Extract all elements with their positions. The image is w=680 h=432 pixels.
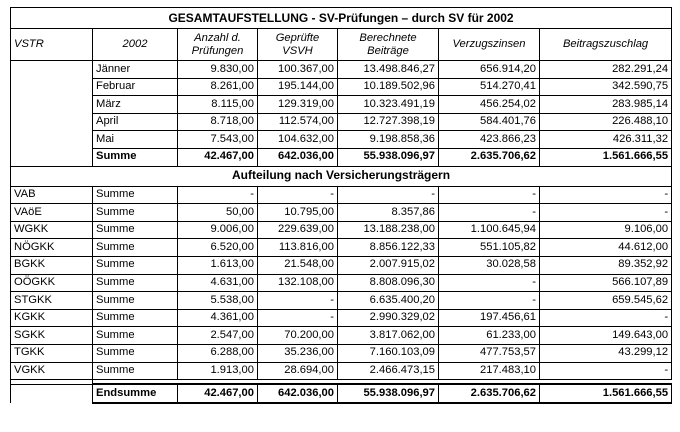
summe-label: Summe [93, 148, 178, 166]
cell-beitraege: 7.160.103,09 [338, 344, 439, 362]
month-row [11, 113, 672, 131]
carrier-row [11, 292, 672, 310]
cell-vsvh: 70.200,00 [258, 327, 338, 345]
carrier-name: VGKK [11, 362, 93, 380]
cell-zinsen: 197.456,61 [439, 309, 540, 327]
cell-beitraege: 10.189.502,96 [338, 78, 439, 96]
cell-beitraege: 13.498.846,27 [338, 61, 439, 79]
cell-anzahl: 42.467,00 [178, 148, 258, 166]
carrier-row [11, 362, 672, 380]
cell-zuschlag: - [540, 362, 672, 380]
cell-beitraege: 8.808.096,30 [338, 274, 439, 292]
carrier-label: Summe [93, 221, 178, 239]
carrier-label: Summe [93, 204, 178, 222]
cell-zuschlag: 566.107,89 [540, 274, 672, 292]
carrier-label: Summe [93, 256, 178, 274]
cell-anzahl: 8.718,00 [178, 113, 258, 131]
table-title: GESAMTAUFSTELLUNG - SV-Prüfungen – durch SV für 2002 [11, 8, 672, 29]
cell-zinsen: - [439, 204, 540, 222]
cell-anzahl: - [178, 186, 258, 204]
cell-zuschlag: 659.545,62 [540, 292, 672, 310]
month-label: März [93, 96, 178, 114]
cell-zinsen: 656.914,20 [439, 61, 540, 79]
cell-zinsen: 1.100.645,94 [439, 221, 540, 239]
carrier-name: KGKK [11, 309, 93, 327]
cell-anzahl: 8.261,00 [178, 78, 258, 96]
carrier-label: Summe [93, 292, 178, 310]
header-anzahl: Anzahl d. Prüfungen [178, 29, 258, 61]
header-zinsen: Verzugszinsen [439, 29, 540, 61]
cell-anzahl: 50,00 [178, 204, 258, 222]
cell-anzahl: 9.830,00 [178, 61, 258, 79]
month-label: April [93, 113, 178, 131]
cell-beitraege: 2.466.473,15 [338, 362, 439, 380]
month-row [11, 61, 672, 79]
cell-zinsen: 2.635.706,62 [439, 148, 540, 166]
carrier-name: TGKK [11, 344, 93, 362]
cell-zuschlag: 1.561.666,55 [540, 148, 672, 166]
carrier-label: Summe [93, 309, 178, 327]
cell-vsvh: 100.367,00 [258, 61, 338, 79]
cell-vsvh: - [258, 186, 338, 204]
carrier-label: Summe [93, 344, 178, 362]
cell-anzahl: 5.538,00 [178, 292, 258, 310]
cell-zinsen: 2.635.706,62 [439, 384, 540, 403]
cell-anzahl: 1.613,00 [178, 256, 258, 274]
month-label: Februar [93, 78, 178, 96]
cell-beitraege: 10.323.491,19 [338, 96, 439, 114]
cell-vsvh: 132.108,00 [258, 274, 338, 292]
cell-zuschlag: 9.106,00 [540, 221, 672, 239]
month-label: Mai [93, 131, 178, 149]
cell-vsvh: 112.574,00 [258, 113, 338, 131]
cell-anzahl: 7.543,00 [178, 131, 258, 149]
cell-beitraege: 55.938.096,97 [338, 148, 439, 166]
endsumme-label: Endsumme [93, 384, 178, 403]
cell-vsvh: 21.548,00 [258, 256, 338, 274]
month-row [11, 96, 672, 114]
header-vsvh: Geprüfte VSVH [258, 29, 338, 61]
header-row [11, 29, 672, 61]
cell-zuschlag: 342.590,75 [540, 78, 672, 96]
cell-vsvh: 129.319,00 [258, 96, 338, 114]
cell-beitraege: 55.938.096,97 [338, 384, 439, 403]
cell-zuschlag: 283.985,14 [540, 96, 672, 114]
cell-zuschlag: 282.291,24 [540, 61, 672, 79]
cell-anzahl: 6.288,00 [178, 344, 258, 362]
cell-vsvh: - [258, 292, 338, 310]
cell-anzahl: 42.467,00 [178, 384, 258, 403]
header-zuschlag: Beitragszuschlag [540, 29, 672, 61]
cell-zinsen: - [439, 292, 540, 310]
section-title: Aufteilung nach Versicherungsträgern [11, 166, 672, 186]
cell-zuschlag: 226.488,10 [540, 113, 672, 131]
cell-vsvh: 104.632,00 [258, 131, 338, 149]
endsumme-row [11, 384, 672, 403]
carrier-name: NÖGKK [11, 239, 93, 257]
carrier-name: SGKK [11, 327, 93, 345]
carrier-row [11, 239, 672, 257]
sv-summary-table [10, 7, 672, 404]
header-vstr: VSTR [11, 29, 93, 61]
carrier-name: WGKK [11, 221, 93, 239]
cell-beitraege: 12.727.398,19 [338, 113, 439, 131]
cell-beitraege: - [338, 186, 439, 204]
cell-zinsen: 30.028,58 [439, 256, 540, 274]
cell-anzahl: 9.006,00 [178, 221, 258, 239]
cell-zinsen: 514.270,41 [439, 78, 540, 96]
header-beitraege: Berechnete Beiträge [338, 29, 439, 61]
carrier-label: Summe [93, 362, 178, 380]
cell-anzahl: 2.547,00 [178, 327, 258, 345]
cell-anzahl: 1.913,00 [178, 362, 258, 380]
summe-row [11, 148, 672, 166]
cell-vsvh: 229.639,00 [258, 221, 338, 239]
cell-beitraege: 8.357,86 [338, 204, 439, 222]
cell-zinsen: - [439, 274, 540, 292]
cell-zuschlag: - [540, 186, 672, 204]
cell-zuschlag: - [540, 204, 672, 222]
cell-zuschlag: 1.561.666,55 [540, 384, 672, 403]
carrier-label: Summe [93, 186, 178, 204]
cell-beitraege: 2.990.329,02 [338, 309, 439, 327]
cell-beitraege: 6.635.400,20 [338, 292, 439, 310]
carrier-name: BGKK [11, 256, 93, 274]
carrier-name: STGKK [11, 292, 93, 310]
cell-zinsen: 477.753,57 [439, 344, 540, 362]
cell-anzahl: 6.520,00 [178, 239, 258, 257]
cell-zuschlag: 89.352,92 [540, 256, 672, 274]
cell-zinsen: - [439, 186, 540, 204]
cell-zinsen: 61.233,00 [439, 327, 540, 345]
cell-vsvh: - [258, 309, 338, 327]
cell-zinsen: 551.105,82 [439, 239, 540, 257]
cell-anzahl: 4.361,00 [178, 309, 258, 327]
cell-zuschlag: 426.311,32 [540, 131, 672, 149]
cell-beitraege: 3.817.062,00 [338, 327, 439, 345]
cell-vsvh: 642.036,00 [258, 384, 338, 403]
cell-beitraege: 8.856.122,33 [338, 239, 439, 257]
carrier-row [11, 274, 672, 292]
carrier-row [11, 204, 672, 222]
cell-anzahl: 4.631,00 [178, 274, 258, 292]
cell-vsvh: 195.144,00 [258, 78, 338, 96]
month-label: Jänner [93, 61, 178, 79]
cell-zuschlag: 149.643,00 [540, 327, 672, 345]
cell-zuschlag: 44.612,00 [540, 239, 672, 257]
carrier-label: Summe [93, 239, 178, 257]
month-row [11, 131, 672, 149]
cell-zinsen: 217.483,10 [439, 362, 540, 380]
cell-anzahl: 8.115,00 [178, 96, 258, 114]
cell-beitraege: 9.198.858,36 [338, 131, 439, 149]
cell-zinsen: 584.401,76 [439, 113, 540, 131]
carrier-row [11, 186, 672, 204]
carrier-label: Summe [93, 274, 178, 292]
carrier-name: VAöE [11, 204, 93, 222]
month-row [11, 78, 672, 96]
cell-vsvh: 35.236,00 [258, 344, 338, 362]
carrier-name: OÖGKK [11, 274, 93, 292]
cell-vsvh: 642.036,00 [258, 148, 338, 166]
carrier-row [11, 309, 672, 327]
carrier-label: Summe [93, 327, 178, 345]
carrier-row [11, 221, 672, 239]
cell-vsvh: 10.795,00 [258, 204, 338, 222]
carrier-row [11, 256, 672, 274]
cell-vsvh: 113.816,00 [258, 239, 338, 257]
carrier-row [11, 327, 672, 345]
cell-vsvh: 28.694,00 [258, 362, 338, 380]
cell-beitraege: 13.188.238,00 [338, 221, 439, 239]
cell-zuschlag: 43.299,12 [540, 344, 672, 362]
cell-zinsen: 456.254,02 [439, 96, 540, 114]
carrier-name: VAB [11, 186, 93, 204]
carrier-row [11, 344, 672, 362]
header-year: 2002 [93, 29, 178, 61]
cell-zinsen: 423.866,23 [439, 131, 540, 149]
cell-beitraege: 2.007.915,02 [338, 256, 439, 274]
cell-zuschlag: - [540, 309, 672, 327]
